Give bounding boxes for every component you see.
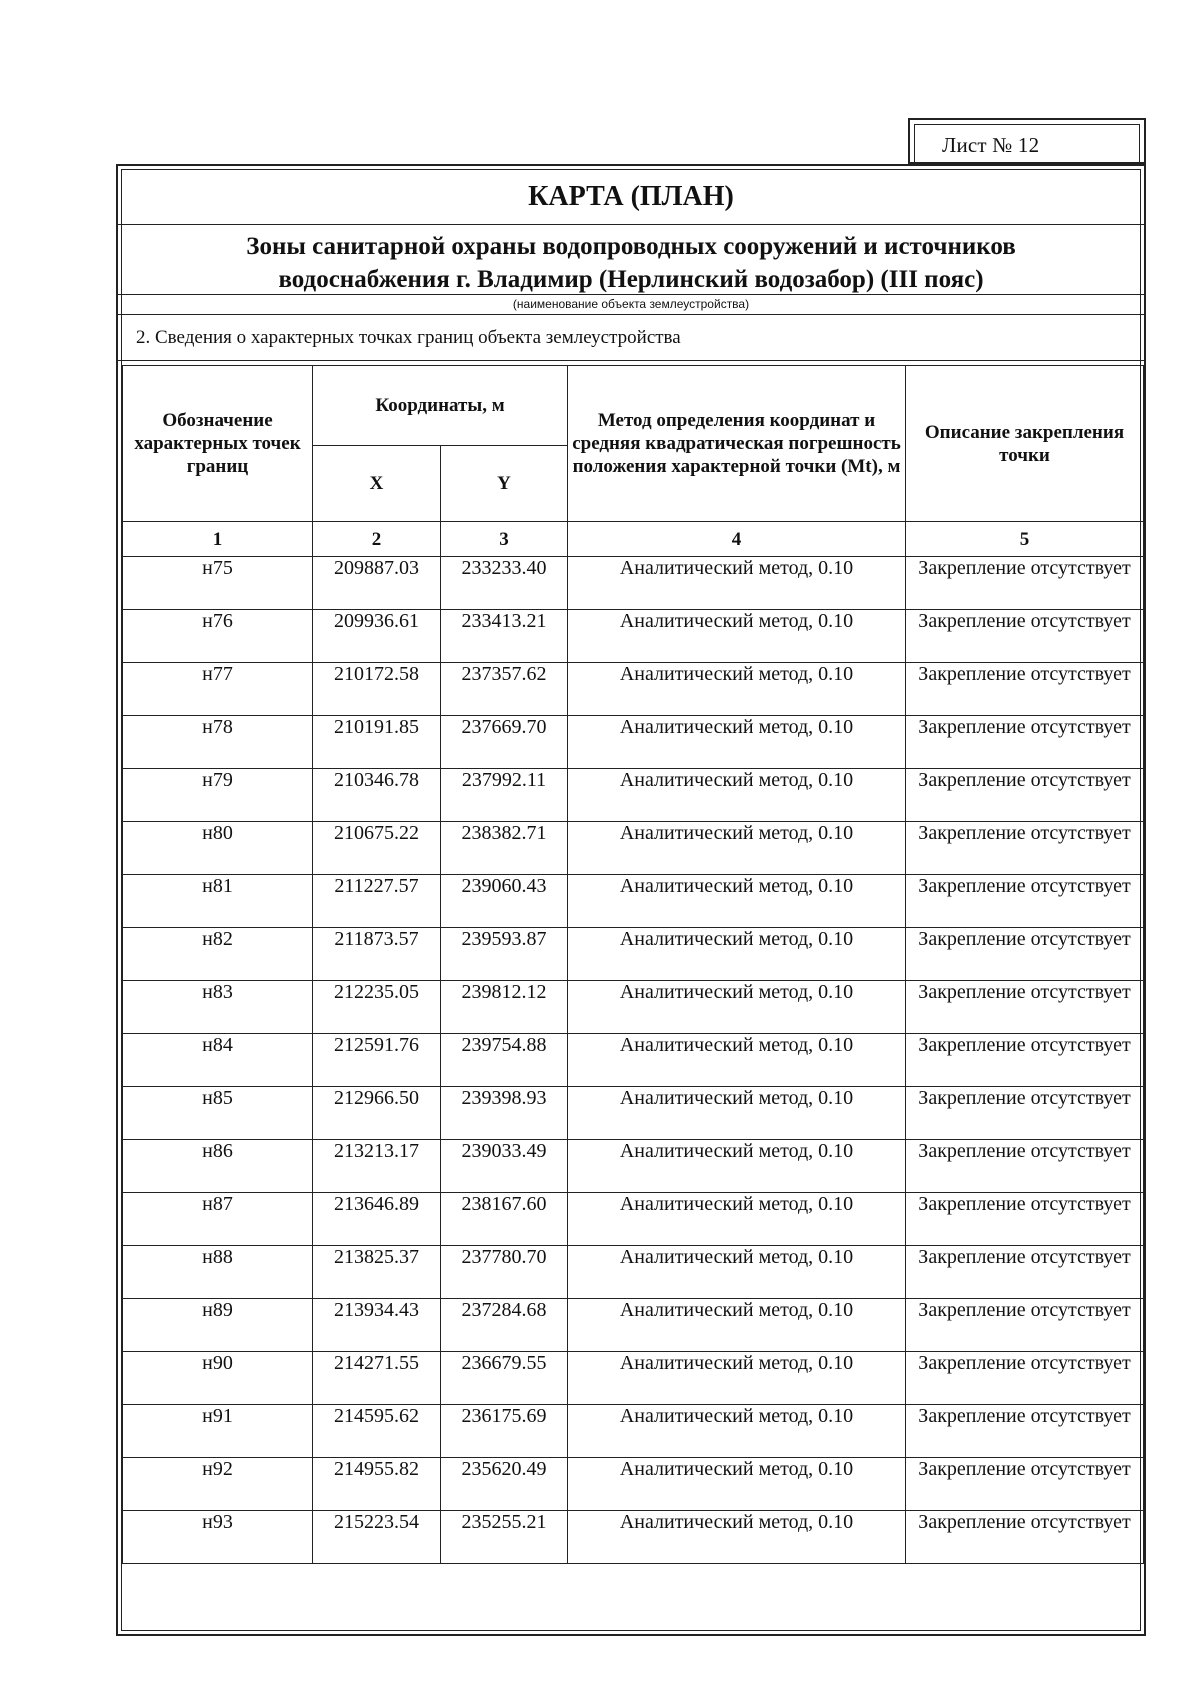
description-cell: Закрепление отсутствует [906,1193,1144,1246]
column-number: 4 [568,522,906,557]
point-cell: н78 [123,716,313,769]
method-cell: Аналитический метод, 0.10 [568,822,906,875]
x-cell: 212591.76 [313,1034,441,1087]
column-number: 5 [906,522,1144,557]
method-cell: Аналитический метод, 0.10 [568,610,906,663]
table-row [123,875,1144,928]
method-cell: Аналитический метод, 0.10 [568,1299,906,1352]
y-cell: 237669.70 [441,716,568,769]
header-method: Метод определения координат и средняя квадратическая погрешность положения характерной точки (Mt), м [568,366,906,522]
table-row [123,1299,1144,1352]
document-frame [116,164,1146,1636]
method-cell: Аналитический метод, 0.10 [568,1246,906,1299]
document-title: КАРТА (ПЛАН) [528,181,734,212]
y-cell: 237780.70 [441,1246,568,1299]
x-cell: 211227.57 [313,875,441,928]
header-y: Y [441,446,568,522]
method-cell: Аналитический метод, 0.10 [568,1458,906,1511]
y-cell: 237284.68 [441,1299,568,1352]
table-row [123,928,1144,981]
point-cell: н82 [123,928,313,981]
x-cell: 213646.89 [313,1193,441,1246]
method-cell: Аналитический метод, 0.10 [568,875,906,928]
point-cell: н91 [123,1405,313,1458]
point-cell: н89 [123,1299,313,1352]
method-cell: Аналитический метод, 0.10 [568,1193,906,1246]
column-number: 3 [441,522,568,557]
object-name-line-2: водоснабжения г. Владимир (Нерлинский водозабор) (III пояс) [278,266,984,293]
x-cell: 214595.62 [313,1405,441,1458]
method-cell: Аналитический метод, 0.10 [568,716,906,769]
y-cell: 238167.60 [441,1193,568,1246]
x-cell: 214271.55 [313,1352,441,1405]
header-x: X [313,446,441,522]
point-cell: н86 [123,1140,313,1193]
table-row [123,822,1144,875]
table-row [123,1511,1144,1564]
description-cell: Закрепление отсутствует [906,1246,1144,1299]
point-cell: н92 [123,1458,313,1511]
point-cell: н83 [123,981,313,1034]
table-row [123,1458,1144,1511]
points-table-body [123,557,1144,1564]
x-cell: 210675.22 [313,822,441,875]
description-cell: Закрепление отсутствует [906,822,1144,875]
method-cell: Аналитический метод, 0.10 [568,1352,906,1405]
method-cell: Аналитический метод, 0.10 [568,1140,906,1193]
x-cell: 209936.61 [313,610,441,663]
sheet-number-box [908,118,1146,164]
method-cell: Аналитический метод, 0.10 [568,1511,906,1564]
table-row [123,716,1144,769]
header-point: Обозначение характерных точек границ [123,366,313,522]
x-cell: 212235.05 [313,981,441,1034]
point-cell: н85 [123,1087,313,1140]
header-description: Описание закрепления точки [906,366,1144,522]
object-caption: (наименование объекта землеустройства) [512,297,750,311]
object-name [118,230,1144,296]
description-cell: Закрепление отсутствует [906,1405,1144,1458]
y-cell: 235255.21 [441,1511,568,1564]
y-cell: 237357.62 [441,663,568,716]
sheet-number-label: Лист № 12 [942,133,1040,157]
point-cell: н87 [123,1193,313,1246]
points-table [122,365,1144,1564]
method-cell: Аналитический метод, 0.10 [568,928,906,981]
table-row [123,981,1144,1034]
y-cell: 239033.49 [441,1140,568,1193]
point-cell: н93 [123,1511,313,1564]
description-cell: Закрепление отсутствует [906,769,1144,822]
y-cell: 236679.55 [441,1352,568,1405]
method-cell: Аналитический метод, 0.10 [568,769,906,822]
object-name-line-1: Зоны санитарной охраны водопроводных сооружений и источников [246,233,1016,260]
description-cell: Закрепление отсутствует [906,1352,1144,1405]
table-row [123,1034,1144,1087]
point-cell: н88 [123,1246,313,1299]
point-cell: н77 [123,663,313,716]
method-cell: Аналитический метод, 0.10 [568,557,906,610]
description-cell: Закрепление отсутствует [906,716,1144,769]
y-cell: 233233.40 [441,557,568,610]
y-cell: 239593.87 [441,928,568,981]
y-cell: 236175.69 [441,1405,568,1458]
y-cell: 233413.21 [441,610,568,663]
point-cell: н79 [123,769,313,822]
description-cell: Закрепление отсутствует [906,610,1144,663]
y-cell: 239754.88 [441,1034,568,1087]
method-cell: Аналитический метод, 0.10 [568,981,906,1034]
point-cell: н75 [123,557,313,610]
point-cell: н76 [123,610,313,663]
table-row [123,557,1144,610]
x-cell: 210191.85 [313,716,441,769]
y-cell: 239398.93 [441,1087,568,1140]
table-row [123,1405,1144,1458]
x-cell: 210172.58 [313,663,441,716]
description-cell: Закрепление отсутствует [906,1087,1144,1140]
description-cell: Закрепление отсутствует [906,928,1144,981]
table-row [123,769,1144,822]
table-row [123,1087,1144,1140]
description-cell: Закрепление отсутствует [906,875,1144,928]
method-cell: Аналитический метод, 0.10 [568,1405,906,1458]
table-row [123,663,1144,716]
x-cell: 213934.43 [313,1299,441,1352]
x-cell: 211873.57 [313,928,441,981]
header-coordinates: Координаты, м [313,366,568,446]
point-cell: н80 [123,822,313,875]
table-row [123,1140,1144,1193]
description-cell: Закрепление отсутствует [906,1299,1144,1352]
y-cell: 239060.43 [441,875,568,928]
method-cell: Аналитический метод, 0.10 [568,1087,906,1140]
table-row [123,1352,1144,1405]
object-name-band [118,224,1144,295]
description-cell: Закрепление отсутствует [906,557,1144,610]
point-cell: н81 [123,875,313,928]
method-cell: Аналитический метод, 0.10 [568,663,906,716]
point-cell: н90 [123,1352,313,1405]
x-cell: 215223.54 [313,1511,441,1564]
description-cell: Закрепление отсутствует [906,1034,1144,1087]
column-number: 1 [123,522,313,557]
description-cell: Закрепление отсутствует [906,663,1144,716]
section-band [118,314,1144,361]
table-row [123,1246,1144,1299]
y-cell: 238382.71 [441,822,568,875]
x-cell: 210346.78 [313,769,441,822]
object-caption-band [118,294,1144,315]
description-cell: Закрепление отсутствует [906,1458,1144,1511]
description-cell: Закрепление отсутствует [906,1140,1144,1193]
table-row [123,1193,1144,1246]
x-cell: 214955.82 [313,1458,441,1511]
x-cell: 212966.50 [313,1087,441,1140]
y-cell: 239812.12 [441,981,568,1034]
table-row [123,610,1144,663]
y-cell: 235620.49 [441,1458,568,1511]
x-cell: 213213.17 [313,1140,441,1193]
y-cell: 237992.11 [441,769,568,822]
title-band [118,166,1144,225]
section-title: 2. Сведения о характерных точках границ объекта землеустройства [136,327,681,348]
column-number: 2 [313,522,441,557]
description-cell: Закрепление отсутствует [906,1511,1144,1564]
description-cell: Закрепление отсутствует [906,981,1144,1034]
x-cell: 209887.03 [313,557,441,610]
method-cell: Аналитический метод, 0.10 [568,1034,906,1087]
x-cell: 213825.37 [313,1246,441,1299]
point-cell: н84 [123,1034,313,1087]
